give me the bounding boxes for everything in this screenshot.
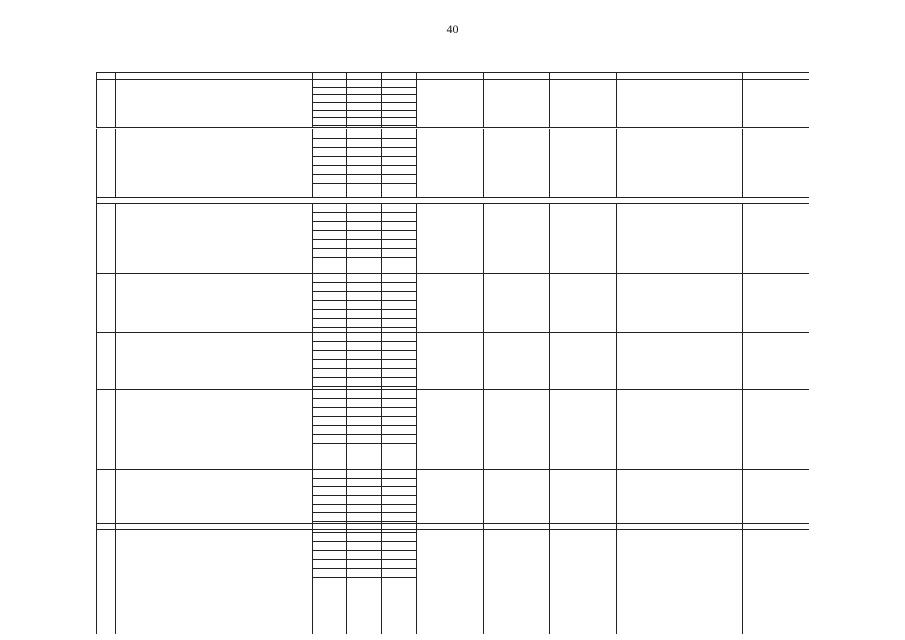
value-cell [382,275,415,281]
row-number [97,336,114,346]
row-column-rule [549,523,550,634]
value-cell [347,293,380,299]
value-cell [382,149,415,155]
value-cell [313,561,345,567]
row-bottom-border [96,469,809,470]
row-col19 [618,393,740,467]
value-cell [347,241,380,247]
row-col17 [485,132,547,138]
section-divider [96,197,809,198]
value-cell [313,311,345,317]
row-column-rule [312,523,313,634]
value-cell [347,223,380,229]
value-subrow-rule [312,386,416,387]
value-cell [313,158,345,164]
row-col18 [551,132,614,138]
value-cell [382,436,415,442]
value-cell [382,361,415,367]
value-cell [347,479,380,485]
value-cell [347,505,380,511]
value-cell [347,311,380,317]
value-cell [382,479,415,485]
value-cell [313,370,345,376]
row-col18 [551,278,614,284]
row-name [117,79,310,123]
value-cell [347,352,380,358]
row-column-rule [616,389,617,469]
value-cell [313,391,345,397]
value-subrow-rule [312,257,416,258]
value-cell [347,361,380,367]
header-cell [115,73,312,79]
value-cell [313,488,345,494]
value-cell [382,223,415,229]
header-column-rule [312,72,313,79]
value-cell [347,320,380,326]
value-cell [347,275,380,281]
header-column-rule [346,72,347,79]
row-col20 [744,210,808,274]
value-cell [313,176,345,182]
value-cell [382,570,415,576]
value-subrow-rule [312,521,416,522]
row-column-rule [115,203,116,273]
row-column-rule [416,332,417,389]
value-cell [313,284,345,290]
section-divider [96,529,809,530]
value-cell [313,436,345,442]
value-subrow-rule [312,577,416,578]
row-column-rule [549,469,550,523]
row-name [117,335,310,388]
header-cell [483,73,549,79]
value-cell [382,250,415,256]
value-cell [313,320,345,326]
row-number [97,132,114,142]
value-cell [382,352,415,358]
value-cell [313,343,345,349]
row-column-rule [616,332,617,389]
row-years [418,336,481,348]
row-column-rule [549,332,550,389]
row-column-rule [416,389,417,469]
row-column-rule [616,273,617,332]
row-col20 [744,132,808,194]
value-cell [382,543,415,549]
row-column-rule [416,273,417,332]
row-col17 [485,393,547,399]
value-cell [347,418,380,424]
value-cell [313,140,345,146]
value-cell [382,561,415,567]
value-cell [347,427,380,433]
value-cell [347,334,380,340]
value-cell [313,104,345,110]
row-name [117,559,310,634]
value-cell [382,167,415,173]
section-divider [96,203,809,204]
row-column-rule [616,523,617,634]
value-cell [313,293,345,299]
value-cell [313,505,345,511]
value-cell [347,534,380,540]
row-column-rule [483,389,484,469]
value-cell [347,370,380,376]
row-column-rule [549,273,550,332]
value-cell [382,241,415,247]
value-cell [382,409,415,415]
row-col17 [485,210,547,216]
value-cell [313,352,345,358]
row-column-rule [742,332,743,389]
value-cell [347,111,380,117]
value-cell [313,361,345,367]
value-cell [313,96,345,102]
value-cell [382,81,415,87]
header-column-rule [96,72,97,79]
value-cell [382,311,415,317]
value-cell [382,119,415,125]
row-column-rule [616,79,617,127]
value-cell [382,284,415,290]
value-subrow-rule [312,327,416,328]
row-column-rule [616,469,617,523]
value-cell [313,241,345,247]
row-number [97,393,114,403]
value-cell [347,96,380,102]
header-cell [312,73,346,79]
program-table [96,72,809,634]
row-number [97,473,114,483]
row-col18 [551,393,614,399]
value-cell [347,119,380,125]
row-col18 [551,473,614,479]
row-col20 [744,336,808,387]
row-column-rule [416,203,417,273]
row-name [117,277,310,332]
header-column-rule [742,72,743,79]
value-cell [313,131,345,137]
row-col17 [485,560,547,566]
row-column-rule [549,129,550,197]
header-cell [96,73,115,79]
value-cell [313,119,345,125]
row-name [117,131,310,195]
row-column-rule [483,273,484,332]
value-cell [347,552,380,558]
value-cell [347,88,380,94]
value-cell [347,302,380,308]
value-cell [382,293,415,299]
value-subrow-rule [312,443,416,444]
value-cell [313,418,345,424]
value-cell [382,343,415,349]
value-cell [382,96,415,102]
value-cell [347,497,380,503]
header-column-rule [549,72,550,79]
value-cell [313,81,345,87]
value-cell [313,552,345,558]
row-col17 [485,336,547,342]
value-cell [313,479,345,485]
header-cell [549,73,616,79]
row-years [418,210,481,222]
row-col18 [551,336,614,342]
row-col17 [485,278,547,284]
row-column-rule [742,523,743,634]
value-cell [313,149,345,155]
row-column-rule [549,389,550,469]
header-column-rule [381,72,382,79]
value-cell [313,534,345,540]
row-column-rule [115,79,116,127]
row-years [418,560,481,572]
row-name [117,472,310,522]
value-cell [382,131,415,137]
value-cell [382,176,415,182]
row-number [97,80,114,90]
row-column-rule [115,469,116,523]
header-column-rule [483,72,484,79]
value-cell [313,88,345,94]
row-column-rule [115,273,116,332]
row-column-rule [742,203,743,273]
value-cell [313,167,345,173]
row-col20 [744,80,808,122]
row-bottom-border [96,332,809,333]
value-subrow-rule [312,183,416,184]
value-cell [347,140,380,146]
row-column-rule [742,79,743,127]
value-cell [347,131,380,137]
value-cell [382,497,415,503]
value-cell [313,427,345,433]
value-cell [347,104,380,110]
row-name [117,392,310,468]
row-col19 [618,210,740,274]
value-cell [313,205,345,211]
header-column-rule [416,72,417,79]
row-col18 [551,80,614,86]
row-column-rule [381,523,382,634]
value-cell [382,302,415,308]
value-cell [382,488,415,494]
row-col19 [618,132,740,194]
header-cell [742,73,809,79]
row-col19 [618,473,740,521]
row-column-rule [549,203,550,273]
value-cell [347,379,380,385]
row-column-rule [115,389,116,469]
value-cell [382,205,415,211]
header-column-rule [616,72,617,79]
value-cell [313,275,345,281]
row-col19 [618,80,740,122]
value-cell [382,111,415,117]
value-cell [382,320,415,326]
value-cell [313,379,345,385]
value-cell [347,232,380,238]
value-cell [313,543,345,549]
row-number [97,278,114,288]
row-bottom-border [96,127,809,128]
row-years [418,393,481,405]
value-cell [382,214,415,220]
row-column-rule [483,203,484,273]
value-cell [313,409,345,415]
row-column-rule [416,523,417,634]
value-cell [382,552,415,558]
row-col20 [744,473,808,521]
row-column-rule [96,523,97,634]
value-cell [382,400,415,406]
value-cell [313,223,345,229]
section-divider [96,523,809,524]
value-cell [347,436,380,442]
row-column-rule [483,523,484,634]
row-years [418,278,481,290]
row-years [418,473,481,485]
row-column-rule [115,129,116,197]
header-column-rule [115,72,116,79]
section-divider [96,197,97,203]
value-cell [347,514,380,520]
header-cell [346,73,381,79]
row-years [418,80,481,92]
header-cell [381,73,416,79]
value-cell [347,561,380,567]
row-column-rule [742,129,743,197]
value-cell [347,471,380,477]
row-column-rule [616,203,617,273]
value-cell [347,343,380,349]
value-cell [347,400,380,406]
row-column-rule [616,129,617,197]
value-cell [347,543,380,549]
row-col20 [744,560,808,634]
value-cell [313,302,345,308]
value-cell [382,158,415,164]
value-cell [382,379,415,385]
row-col18 [551,560,614,566]
row-col20 [744,393,808,467]
value-cell [313,400,345,406]
value-cell [382,391,415,397]
row-column-rule [549,79,550,127]
row-years [418,132,481,144]
value-cell [347,158,380,164]
value-cell [382,514,415,520]
value-cell [347,176,380,182]
row-column-rule [483,332,484,389]
value-cell [382,471,415,477]
page-number: 40 [446,22,459,36]
row-col19 [618,560,740,634]
row-column-rule [742,389,743,469]
value-cell [313,111,345,117]
row-name [117,209,310,275]
row-column-rule [416,79,417,127]
value-cell [313,514,345,520]
value-cell [313,570,345,576]
row-number [97,210,114,220]
row-column-rule [483,129,484,197]
value-cell [382,505,415,511]
value-cell [382,534,415,540]
row-column-rule [483,79,484,127]
header-cell [416,73,483,79]
header-cell [616,73,742,79]
value-cell [347,250,380,256]
value-cell [347,149,380,155]
value-cell [347,214,380,220]
row-bottom-border [96,389,809,390]
value-cell [347,81,380,87]
value-cell [313,497,345,503]
value-cell [313,471,345,477]
value-cell [313,334,345,340]
value-cell [382,104,415,110]
value-cell [382,418,415,424]
row-column-rule [115,332,116,389]
value-cell [347,167,380,173]
value-cell [382,370,415,376]
value-cell [382,427,415,433]
row-column-rule [115,523,116,634]
value-cell [347,570,380,576]
row-column-rule [742,273,743,332]
row-col17 [485,473,547,479]
value-cell [313,214,345,220]
value-cell [347,205,380,211]
value-subrow-rule [312,125,416,126]
row-column-rule [483,469,484,523]
value-cell [347,391,380,397]
value-cell [347,488,380,494]
row-number [97,560,114,570]
value-cell [382,232,415,238]
row-column-rule [416,469,417,523]
value-cell [313,250,345,256]
value-cell [382,88,415,94]
row-col17 [485,80,547,86]
value-cell [347,409,380,415]
value-cell [313,232,345,238]
row-col19 [618,278,740,331]
value-cell [382,140,415,146]
value-cell [382,334,415,340]
row-column-rule [742,469,743,523]
row-col20 [744,278,808,331]
row-col18 [551,210,614,216]
row-column-rule [346,523,347,634]
value-cell [347,284,380,290]
row-column-rule [416,129,417,197]
row-col19 [618,336,740,387]
